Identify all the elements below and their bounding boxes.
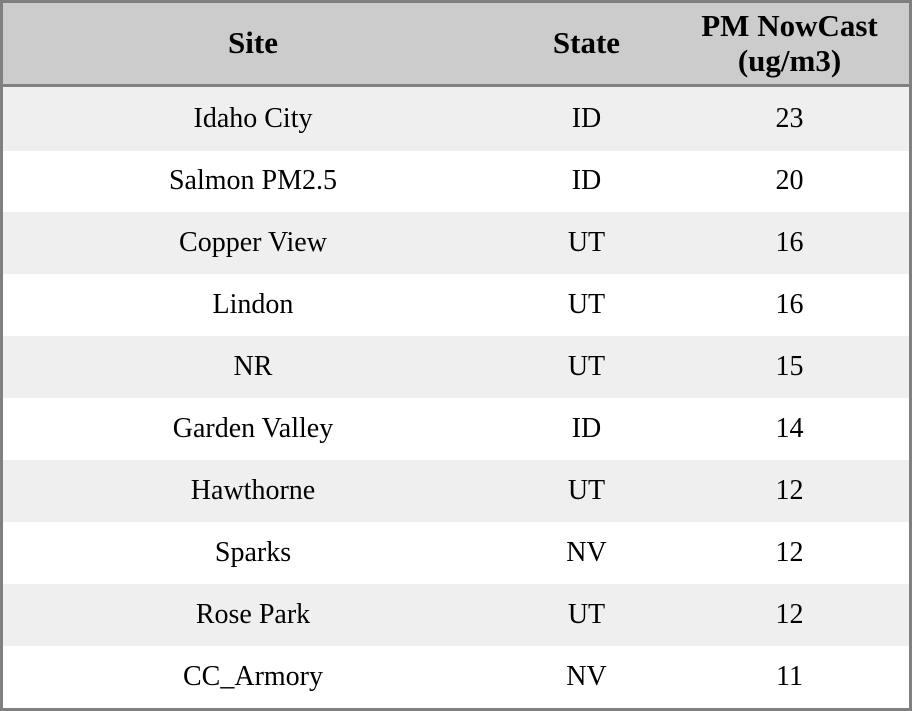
- cell-state: UT: [503, 336, 670, 398]
- cell-pm-nowcast: 11: [670, 646, 909, 708]
- table-row: [3, 336, 909, 398]
- cell-state: UT: [503, 460, 670, 522]
- cell-pm-nowcast: 23: [670, 86, 909, 151]
- cell-state: NV: [503, 522, 670, 584]
- cell-pm-nowcast: 12: [670, 460, 909, 522]
- cell-pm-nowcast: 15: [670, 336, 909, 398]
- cell-site: Garden Valley: [3, 398, 503, 460]
- cell-site: Lindon: [3, 274, 503, 336]
- table-header-row: [3, 3, 909, 86]
- table-row: [3, 86, 909, 151]
- cell-site: Idaho City: [3, 86, 503, 151]
- cell-pm-nowcast: 12: [670, 522, 909, 584]
- cell-site: Rose Park: [3, 584, 503, 646]
- cell-state: ID: [503, 398, 670, 460]
- cell-pm-nowcast: 16: [670, 212, 909, 274]
- cell-state: NV: [503, 646, 670, 708]
- cell-state: UT: [503, 212, 670, 274]
- air-quality-table: [3, 3, 909, 708]
- table-body: [3, 86, 909, 708]
- table-header: [3, 3, 909, 86]
- column-header-pm-nowcast: PM NowCast (ug/m3): [670, 3, 909, 86]
- column-header-state: State: [503, 3, 670, 86]
- cell-site: Copper View: [3, 212, 503, 274]
- table-row: [3, 460, 909, 522]
- cell-site: Sparks: [3, 522, 503, 584]
- cell-state: ID: [503, 151, 670, 213]
- cell-pm-nowcast: 14: [670, 398, 909, 460]
- cell-state: UT: [503, 584, 670, 646]
- cell-state: UT: [503, 274, 670, 336]
- table-row: [3, 522, 909, 584]
- table-row: [3, 646, 909, 708]
- column-header-site: Site: [3, 3, 503, 86]
- cell-pm-nowcast: 20: [670, 151, 909, 213]
- cell-state: ID: [503, 86, 670, 151]
- cell-pm-nowcast: 16: [670, 274, 909, 336]
- table-row: [3, 212, 909, 274]
- cell-site: Salmon PM2.5: [3, 151, 503, 213]
- cell-site: CC_Armory: [3, 646, 503, 708]
- table-row: [3, 398, 909, 460]
- cell-pm-nowcast: 12: [670, 584, 909, 646]
- cell-site: NR: [3, 336, 503, 398]
- table-row: [3, 274, 909, 336]
- table-row: [3, 584, 909, 646]
- table-row: [3, 151, 909, 213]
- cell-site: Hawthorne: [3, 460, 503, 522]
